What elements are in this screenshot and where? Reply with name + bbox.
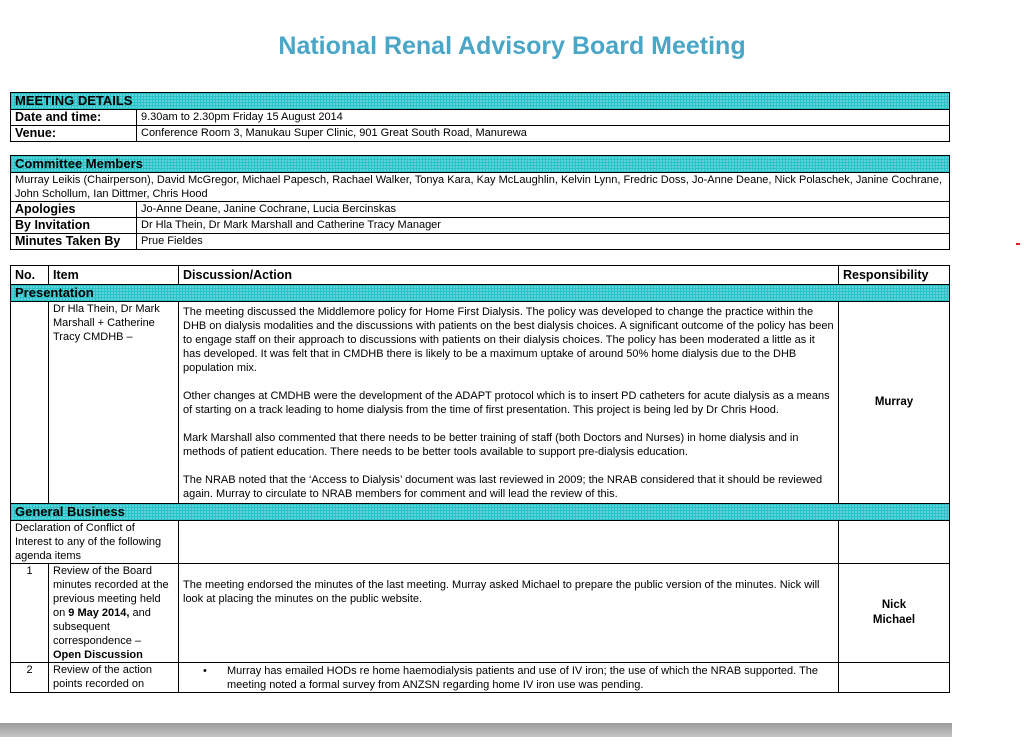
bullet-text: Murray has emailed HODs re home haemodialysis patients and use of IV iron; the use of which the NRAB supported. The meeting noted a formal survey from ANZSN regarding home IV iron use was pending. xyxy=(227,665,819,691)
general-business-header: General Business xyxy=(11,504,950,521)
presentation-header: Presentation xyxy=(11,285,950,302)
red-mark xyxy=(1016,243,1020,245)
review-actions-item: Review of the action points recorded on xyxy=(49,663,179,693)
responsible-person: Michael xyxy=(872,614,916,626)
item-date: 9 May 2014, xyxy=(68,607,130,619)
item-text: and subsequent correspondence – xyxy=(53,607,151,647)
meeting-details-table xyxy=(10,92,950,142)
presentation-responsibility: Murray xyxy=(839,302,950,504)
col-no-header: No. xyxy=(11,266,49,285)
venue-label: Venue: xyxy=(11,126,137,142)
item-tail: Open Discussion xyxy=(53,649,143,661)
discussion-paragraph: Other changes at CMDHB were the development of the ADAPT protocol which is to insert PD catheters for acute dialysis as a means of starting on a track leading to home dialysis from the time of first presentation. This project is being led by Dr Chris Hood. xyxy=(183,390,830,416)
review-minutes-responsibility xyxy=(839,564,950,663)
discussion-paragraph: The meeting discussed the Middlemore policy for Home First Dialysis. The policy was developed to change the practice within the DHB on dialysis modalities and the discussions with patients on the best dialysis choices. A significant outcome of the policy has been to engage staff on their approach to discussions with patients on their dialysis choices. The policy has been moderated a little as it has developed. It was felt that in CMDHB there is likely to be a maximum uptake of around 50% home dialysis due to the DHB population mix. xyxy=(183,306,834,374)
committee-table xyxy=(10,155,950,250)
discussion-paragraph: Mark Marshall also commented that there needs to be better training of staff (both Doctors and Nurses) in home dialysis and in methods of patient education. There needs to be better tools available to support pre-dialysis education. xyxy=(183,432,799,458)
venue-value: Conference Room 3, Manukau Super Clinic, 901 Great South Road, Manurewa xyxy=(137,126,950,142)
presentation-discussion xyxy=(179,302,839,504)
minutes-taker-value: Prue Fieldes xyxy=(137,234,950,250)
col-item-header: Item xyxy=(49,266,179,285)
minutes-taker-label: Minutes Taken By xyxy=(11,234,137,250)
col-responsibility-header: Responsibility xyxy=(839,266,950,285)
table-row xyxy=(11,663,950,693)
item-text: Review of the Board minutes recorded at the previous meeting held on xyxy=(53,565,169,619)
committee-members: Murray Leikis (Chairperson), David McGregor, Michael Papesch, Rachael Walker, Tonya Kara, Kay McLaughlin, Kelvin Lynn, Fredric Doss, Jo-Anne Deane, Nick Polaschek, Janine Cochrane, John Schollum, Ian Dittmer, Chris Hood xyxy=(11,173,950,202)
review-minutes-item xyxy=(49,564,179,663)
col-discussion-header: Discussion/Action xyxy=(179,266,839,285)
discussion-paragraph: The NRAB noted that the ‘Access to Dialysis’ document was last reviewed in 2009; the NRAB considered that it should be reviewed again. Murray to circulate to NRAB members for comment and will lead the review of this. xyxy=(183,474,823,500)
committee-header: Committee Members xyxy=(11,156,950,173)
agenda-table xyxy=(10,265,950,693)
review-actions-discussion xyxy=(179,663,839,693)
invitation-value: Dr Hla Thein, Dr Mark Marshall and Catherine Tracy Manager xyxy=(137,218,950,234)
document-title: National Renal Advisory Board Meeting xyxy=(278,32,746,60)
date-label: Date and time: xyxy=(11,110,137,126)
meeting-details-header: MEETING DETAILS xyxy=(11,93,950,110)
invitation-label: By Invitation xyxy=(11,218,137,234)
table-row xyxy=(11,302,950,504)
bullet-icon: • xyxy=(203,665,207,677)
apologies-value: Jo-Anne Deane, Janine Cochrane, Lucia Bercinskas xyxy=(137,202,950,218)
presentation-item: Dr Hla Thein, Dr Mark Marshall + Catherine Tracy CMDHB – xyxy=(49,302,179,504)
review-minutes-discussion: The meeting endorsed the minutes of the last meeting. Murray asked Michael to prepare the public version of the minutes. Nick will look at placing the minutes on the public website. xyxy=(179,564,839,663)
apologies-label: Apologies xyxy=(11,202,137,218)
table-row xyxy=(11,521,950,564)
table-row xyxy=(11,564,950,663)
row-number: 1 xyxy=(11,564,49,663)
declaration-item: Declaration of Conflict of Interest to any of the following agenda items xyxy=(11,521,179,564)
responsible-person: Nick xyxy=(881,599,907,611)
row-number: 2 xyxy=(11,663,49,693)
bullet-item xyxy=(183,664,834,692)
date-value: 9.30am to 2.30pm Friday 15 August 2014 xyxy=(137,110,950,126)
page-bottom-bar xyxy=(0,723,952,737)
